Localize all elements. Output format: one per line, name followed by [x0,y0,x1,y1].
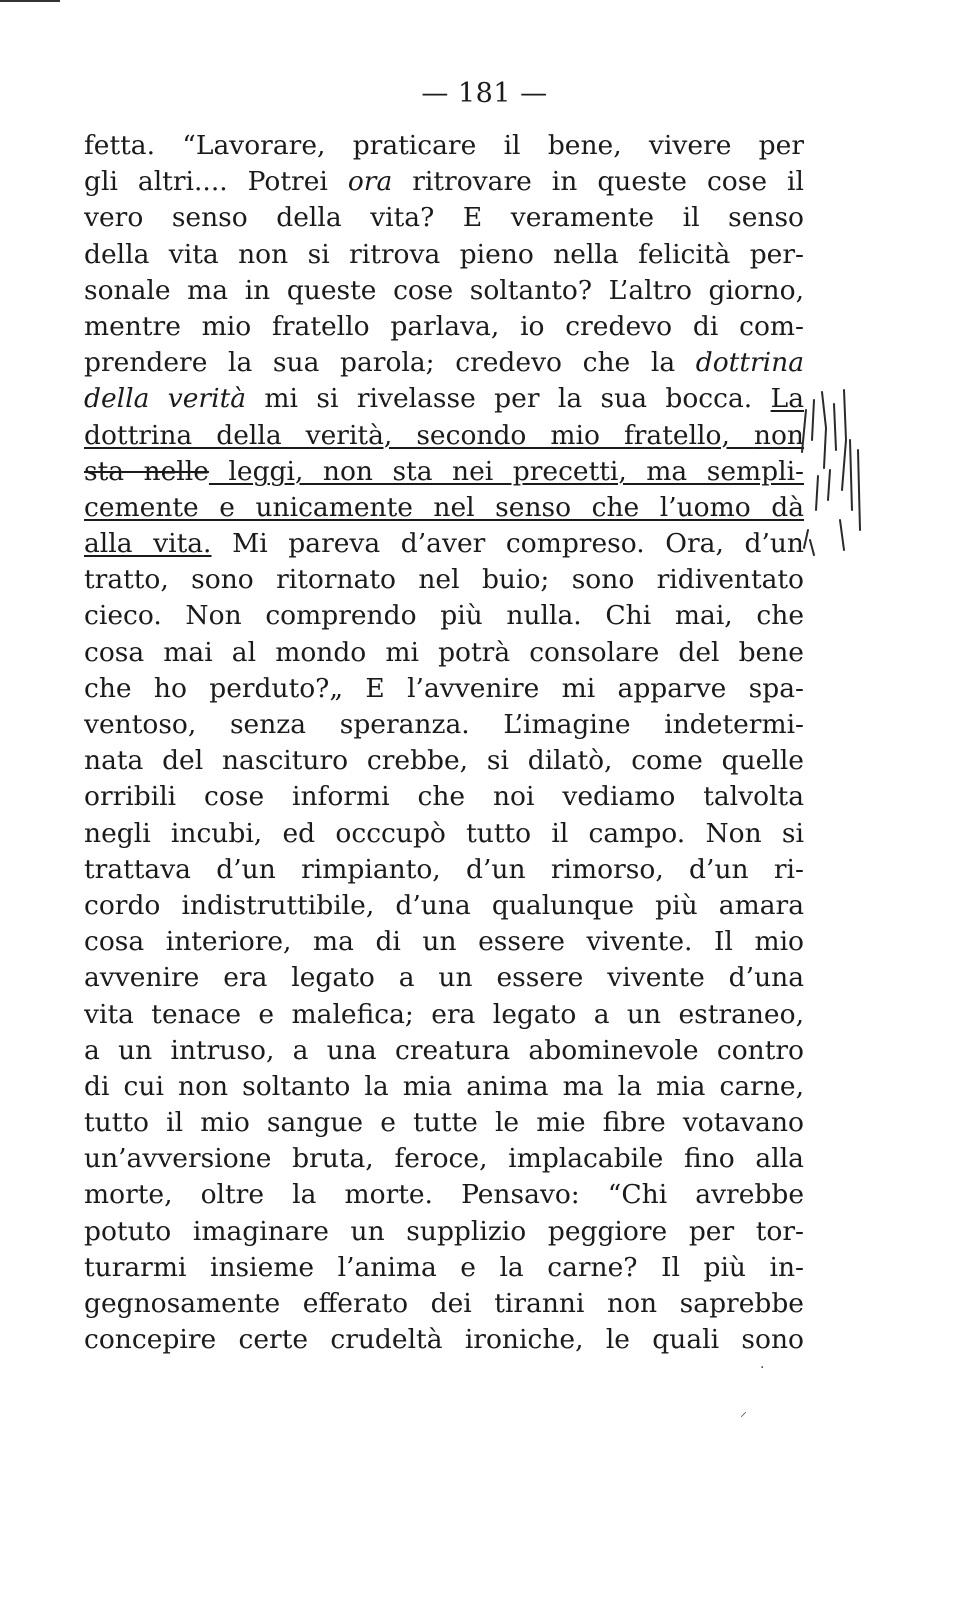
text-line [84,128,804,164]
text-segment: leggi, non sta nei precetti, ma sempli- [208,455,804,487]
text-line [84,598,804,634]
text-segment: vero senso della vita? E veramente il senso [84,202,804,234]
text-line [84,960,804,996]
text-line [84,997,804,1033]
ink-speck: ⸝ [740,1404,747,1420]
text-segment: dottrina [695,347,804,379]
text-segment: alla vita. [84,528,212,560]
text-segment: cieco. Non comprendo più nulla. Chi mai, che [84,600,804,632]
text-segment: gli altri.... Potrei [84,166,348,198]
body-text [84,128,804,1358]
text-line [84,454,804,490]
text-segment: sonale ma in queste cose soltanto? L’altro giorno, [84,274,804,306]
text-line [84,707,804,743]
text-segment: cosa interiore, ma di un essere vivente. Il mio [84,926,804,958]
text-segment: ora [347,166,393,198]
text-segment: turarmi insieme l’anima e la carne? Il più in- [84,1251,804,1283]
text-segment: di cui non soltanto la mia anima ma la mia carne, [84,1070,804,1102]
text-line [84,1177,804,1213]
text-segment: vita tenace e malefica; era legato a un estraneo, [84,998,804,1030]
text-line [84,1033,804,1069]
text-line [84,743,804,779]
text-segment: orribili cose informi che noi vediamo talvolta [84,781,804,813]
text-segment: cosa mai al mondo mi potrà consolare del bene [84,636,804,668]
text-segment: tutto il mio sangue e tutte le mie fibre votavano [84,1107,804,1139]
text-line [84,273,804,309]
text-line [84,200,804,236]
text-segment: cordo indistruttibile, d’una qualunque più amara [84,889,804,921]
text-segment: della verità [84,383,247,415]
text-line [84,526,804,562]
text-segment: che ho perduto?„ E l’avvenire mi apparve spa- [84,672,804,704]
text-line [84,1069,804,1105]
text-line [84,490,804,526]
text-segment: concepire certe crudeltà ironiche, le quali sono [84,1324,804,1356]
text-segment: morte, oltre la morte. Pensavo: “Chi avrebbe [84,1179,804,1211]
text-segment: prendere la sua parola; credevo che la [84,347,696,379]
text-segment: dottrina della verità, secondo mio fratello, [84,419,754,451]
text-line [84,1286,804,1322]
text-line [84,1105,804,1141]
text-line [84,852,804,888]
text-line [84,237,804,273]
text-line [84,345,804,381]
text-segment: ritrovare in queste cose il [392,166,804,198]
text-segment: mentre mio fratello parlava, io credevo di com- [84,310,804,342]
text-segment: sta nelle [84,455,209,487]
text-segment: La [770,383,804,415]
text-segment: non [753,419,804,451]
text-segment: potuto imaginare un supplizio peggiore per tor- [84,1215,804,1247]
text-segment: a un intruso, a una creatura abominevole contro [84,1034,804,1066]
text-line [84,381,804,417]
page-number: — 181 — [421,78,548,109]
text-line [84,562,804,598]
text-segment: avvenire era legato a un essere vivente d’una [84,962,804,994]
text-segment: ventoso, senza speranza. L’imagine indetermi- [84,709,804,740]
text-line [84,924,804,960]
scan-edge-mark [0,0,60,2]
text-segment: gegnosamente efferato dei tiranni non saprebbe [84,1288,804,1319]
text-segment: nata del nascituro crebbe, si dilatò, come quelle [84,745,804,777]
margin-pencil-marks [800,380,890,580]
text-segment: della vita non si ritrova pieno nella felicità per- [84,238,804,270]
text-segment: trattava d’un rimpianto, d’un rimorso, d’un ri- [84,853,804,885]
text-segment: fetta. “Lavorare, praticare il bene, vivere per [84,130,804,161]
text-line [84,779,804,815]
text-line [84,1250,804,1286]
text-line [84,888,804,924]
text-segment: cemente e unicamente nel senso che l’uomo dà [84,491,804,523]
text-segment: tratto, sono ritornato nel buio; sono ridiventato [84,564,804,596]
text-segment: negli incubi, ed occcupò tutto il campo. Non si [84,817,804,849]
text-line [84,1141,804,1177]
text-segment: mi si rivelasse per la sua bocca. [246,383,771,415]
text-line [84,309,804,345]
ink-speck: · [760,1360,765,1376]
text-line [84,164,804,200]
text-line [84,816,804,852]
text-line [84,671,804,707]
text-line [84,1214,804,1250]
text-line [84,418,804,454]
text-line [84,1322,804,1358]
text-segment: Mi pareva d’aver compreso. Ora, d’un [211,528,804,560]
text-line [84,635,804,671]
text-segment: un’avversione bruta, feroce, implacabile fino alla [84,1143,804,1175]
